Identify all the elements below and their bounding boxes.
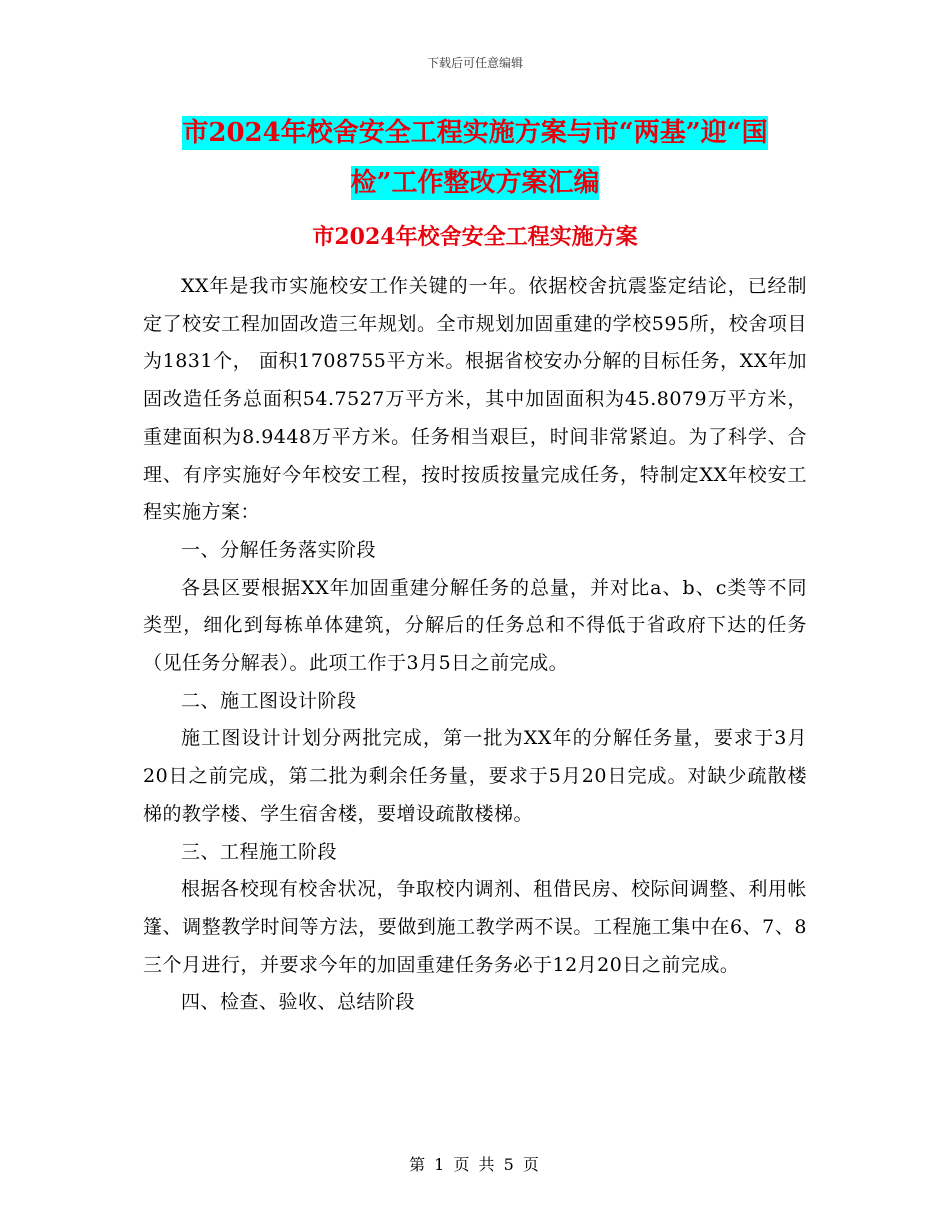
heading-stage-1: 一、分解任务落实阶段 <box>181 538 377 561</box>
paragraph-intro: XX年是我市实施校安工作关键的一年。依据校舍抗震鉴定结论，已经制定了校安工程加固改造三年规划。全市规划加固重建的学校595所，校舍项目为1831个， 面积1708755平方米。根据省校安办分解的目标任务，XX年加固改造任务总面积54.7527万平方米，其中加固面积为45.8079万平方米，重建面积为8.9448万平方米。任务相当艰巨，时间非常紧迫。为了科学、合理、有序实施好今年校安工程，按时按质按量完成任务，特制定XX年校安工程实施方案： <box>143 275 807 524</box>
heading-stage-4: 四、检查、验收、总结阶段 <box>181 991 416 1014</box>
document-title-line-2: 检”工作整改方案汇编 <box>350 168 600 198</box>
document-body <box>143 268 807 1022</box>
document-title-line-1: 市2024年校舍安全工程实施方案与市“两基”迎“国 <box>182 118 768 148</box>
document-title <box>0 108 950 208</box>
paragraph-stage-1: 各县区要根据XX年加固重建分解任务的总量，并对比a、b、c类等不同类型，细化到每栋单体建筑，分解后的任务总和不得低于省政府下达的任务（见任务分解表）。此项工作于3月5日之前完成。 <box>143 576 807 675</box>
section-title: 市2024年校舍安全工程实施方案 <box>312 224 638 250</box>
page-number: 第 1 页 共 5 页 <box>409 1155 541 1174</box>
heading-stage-3: 三、工程施工阶段 <box>181 840 338 863</box>
paragraph-stage-2: 施工图设计计划分两批完成，第一批为XX年的分解任务量，要求于3月20日之前完成，第二批为剩余任务量，要求于5月20日完成。对缺少疏散楼梯的教学楼、学生宿舍楼，要增设疏散楼梯。 <box>143 727 807 825</box>
heading-stage-2: 二、施工图设计阶段 <box>181 689 357 712</box>
paragraph-stage-3: 根据各校现有校舍状况，争取校内调剂、租借民房、校际间调整、利用帐篷、调整教学时间等方法，要做到施工教学两不误。工程施工集中在6、7、8三个月进行，并要求今年的加固重建任务务必于12月20日之前完成。 <box>143 878 807 976</box>
header-note: 下载后可任意编辑 <box>426 56 523 70</box>
